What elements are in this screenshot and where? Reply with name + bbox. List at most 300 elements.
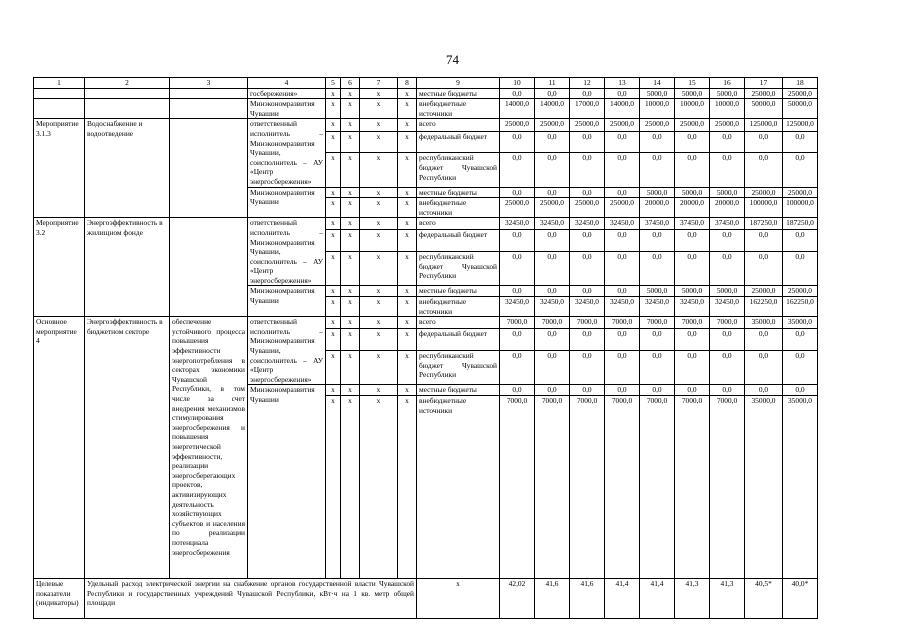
amount-cell: 25000,0	[745, 88, 783, 99]
marker-cell: x	[398, 385, 417, 396]
amount-cell: 50000,0	[745, 99, 783, 119]
amount-cell: 25000,0	[783, 88, 818, 99]
amount-cell: 0,0	[570, 329, 605, 351]
marker-cell: x	[326, 297, 341, 317]
amount-cell: 0,0	[745, 351, 783, 385]
funding-source: республиканский бюджет Чувашской Республики	[417, 351, 500, 385]
amount-cell: 0,0	[710, 131, 745, 153]
amount-cell: 7000,0	[500, 396, 535, 579]
amount-cell: 0,0	[783, 230, 818, 252]
marker-cell: x	[398, 230, 417, 252]
header-cell: 6	[341, 78, 360, 89]
amount-cell: 125000,0	[783, 119, 818, 131]
amount-cell: 10000,0	[640, 99, 675, 119]
marker-cell: x	[341, 396, 360, 579]
amount-cell: 0,0	[605, 252, 640, 286]
amount-cell: 0,0	[500, 286, 535, 297]
marker-cell: x	[341, 218, 360, 230]
amount-cell: 25000,0	[535, 119, 570, 131]
funding-source: внебюджетные источники	[417, 99, 500, 119]
marker-cell: x	[326, 230, 341, 252]
amount-cell: 32450,0	[535, 297, 570, 317]
amount-cell: 5000,0	[710, 187, 745, 198]
marker-cell: x	[341, 297, 360, 317]
amount-cell: 7000,0	[710, 396, 745, 579]
marker-cell: x	[398, 99, 417, 119]
amount-cell: 35000,0	[745, 317, 783, 329]
amount-cell: 0,0	[605, 187, 640, 198]
header-cell: 1	[34, 78, 85, 89]
amount-cell: 0,0	[500, 187, 535, 198]
funding-source: местные бюджеты	[417, 88, 500, 99]
amount-cell: 37450,0	[675, 218, 710, 230]
marker-cell: x	[360, 317, 398, 329]
amount-cell: 0,0	[535, 131, 570, 153]
header-cell: 2	[85, 78, 170, 89]
amount-cell: 0,0	[783, 385, 818, 396]
amount-cell: 25000,0	[745, 286, 783, 297]
funding-source: всего	[417, 119, 500, 131]
funding-source: местные бюджеты	[417, 286, 500, 297]
amount-cell: 162250,0	[783, 297, 818, 317]
amount-cell: 0,0	[710, 252, 745, 286]
funding-source: внебюджетные источники	[417, 396, 500, 579]
amount-cell: 0,0	[745, 131, 783, 153]
amount-cell: 5000,0	[675, 88, 710, 99]
marker-cell: x	[398, 252, 417, 286]
marker-cell: x	[341, 286, 360, 297]
amount-cell: 37450,0	[640, 218, 675, 230]
amount-cell: 0,0	[570, 385, 605, 396]
amount-cell: 0,0	[783, 329, 818, 351]
activity-name: Основное мероприятие 4	[34, 317, 85, 579]
funding-source: всего	[417, 317, 500, 329]
marker-cell: x	[398, 297, 417, 317]
amount-cell: 5000,0	[675, 286, 710, 297]
amount-cell: 0,0	[675, 131, 710, 153]
marker-cell: x	[360, 153, 398, 187]
amount-cell: 0,0	[535, 230, 570, 252]
amount-cell: 32450,0	[675, 297, 710, 317]
amount-cell: 14000,0	[535, 99, 570, 119]
amount-cell: 25000,0	[675, 119, 710, 131]
empty-cell	[85, 99, 170, 119]
amount-cell: 10000,0	[675, 99, 710, 119]
amount-cell: 32450,0	[535, 218, 570, 230]
marker-cell: x	[360, 286, 398, 297]
amount-cell: 7000,0	[535, 396, 570, 579]
executor-cell: ответственный исполнитель – Минэкономразвития Чувашии, соисполнитель – АУ «Центр энергосбережения»	[248, 119, 326, 187]
header-cell: 8	[398, 78, 417, 89]
header-cell: 13	[605, 78, 640, 89]
amount-cell: 35000,0	[745, 396, 783, 579]
amount-cell: 7000,0	[535, 317, 570, 329]
marker-cell: x	[326, 88, 341, 99]
marker-cell: x	[398, 187, 417, 198]
marker-cell: x	[326, 99, 341, 119]
marker-cell: x	[360, 297, 398, 317]
amount-cell: 0,0	[535, 385, 570, 396]
marker-cell: x	[326, 119, 341, 131]
marker-cell: x	[326, 218, 341, 230]
funding-source: республиканский бюджет Чувашской Республики	[417, 252, 500, 286]
amount-cell: 187250,0	[783, 218, 818, 230]
amount-cell: 25000,0	[500, 198, 535, 218]
amount-cell: 0,0	[500, 385, 535, 396]
page-number: 74	[446, 52, 459, 67]
amount-cell: 17000,0	[570, 99, 605, 119]
amount-cell: 20000,0	[710, 198, 745, 218]
amount-cell: 7000,0	[570, 317, 605, 329]
amount-cell: 0,0	[675, 252, 710, 286]
amount-cell: 35000,0	[783, 317, 818, 329]
amount-cell: 0,0	[605, 88, 640, 99]
amount-cell: 0,0	[570, 153, 605, 187]
activity-title: Водоснабжение и водоотведение	[85, 119, 170, 218]
marker-cell: x	[398, 131, 417, 153]
marker-cell: x	[360, 119, 398, 131]
marker-cell: x	[360, 198, 398, 218]
amount-cell: 0,0	[500, 252, 535, 286]
empty-cell	[85, 88, 170, 99]
amount-cell: 25000,0	[605, 198, 640, 218]
empty-cell	[34, 99, 85, 119]
marker-cell: x	[326, 385, 341, 396]
funding-source: федеральный бюджет	[417, 131, 500, 153]
marker-cell: x	[326, 329, 341, 351]
indicator-value: 41,6	[535, 579, 570, 619]
amount-cell: 5000,0	[710, 286, 745, 297]
amount-cell: 20000,0	[640, 198, 675, 218]
marker-cell: x	[398, 317, 417, 329]
amount-cell: 0,0	[535, 88, 570, 99]
activity-name: Мероприятие 3.2	[34, 218, 85, 317]
marker-cell: x	[341, 385, 360, 396]
amount-cell: 32450,0	[570, 297, 605, 317]
amount-cell: 0,0	[570, 351, 605, 385]
amount-cell: 32450,0	[605, 297, 640, 317]
amount-cell: 5000,0	[710, 88, 745, 99]
funding-source: внебюджетные источники	[417, 198, 500, 218]
marker-cell: x	[398, 396, 417, 579]
marker-cell: x	[360, 351, 398, 385]
amount-cell: 0,0	[570, 88, 605, 99]
marker-cell: x	[398, 198, 417, 218]
funding-source: всего	[417, 218, 500, 230]
marker-cell: x	[326, 198, 341, 218]
header-row	[34, 78, 818, 89]
amount-cell: 0,0	[570, 230, 605, 252]
amount-cell: 0,0	[570, 187, 605, 198]
empty-cell	[170, 88, 248, 99]
header-cell: 16	[710, 78, 745, 89]
amount-cell: 25000,0	[535, 198, 570, 218]
activity-goal	[170, 119, 248, 218]
amount-cell: 0,0	[535, 329, 570, 351]
marker-cell: x	[341, 99, 360, 119]
activity-title: Энергоэффективность в бюджетном секторе	[85, 317, 170, 579]
amount-cell: 14000,0	[500, 99, 535, 119]
table-row	[34, 579, 818, 619]
indicator-value: 40,0*	[783, 579, 818, 619]
amount-cell: 0,0	[675, 385, 710, 396]
amount-cell: 0,0	[500, 131, 535, 153]
marker-cell: x	[398, 153, 417, 187]
amount-cell: 32450,0	[605, 218, 640, 230]
amount-cell: 5000,0	[640, 88, 675, 99]
amount-cell: 7000,0	[675, 317, 710, 329]
marker-cell: x	[341, 317, 360, 329]
amount-cell: 32450,0	[500, 218, 535, 230]
amount-cell: 0,0	[500, 230, 535, 252]
marker-cell: x	[326, 187, 341, 198]
marker-cell: x	[398, 329, 417, 351]
marker-cell: x	[326, 351, 341, 385]
amount-cell: 0,0	[640, 230, 675, 252]
amount-cell: 50000,0	[783, 99, 818, 119]
marker-cell: x	[326, 396, 341, 579]
header-cell: 9	[417, 78, 500, 89]
amount-cell: 7000,0	[570, 396, 605, 579]
amount-cell: 25000,0	[783, 286, 818, 297]
executor-cell: Минэкономразвития Чувашии	[248, 286, 326, 317]
amount-cell: 100000,0	[783, 198, 818, 218]
marker-cell: x	[360, 396, 398, 579]
empty-cell	[34, 88, 85, 99]
amount-cell: 0,0	[783, 131, 818, 153]
marker-cell: x	[360, 131, 398, 153]
indicator-value: 41,4	[605, 579, 640, 619]
amount-cell: 0,0	[535, 187, 570, 198]
amount-cell: 25000,0	[710, 119, 745, 131]
marker-cell: x	[360, 252, 398, 286]
activity-name: Мероприятие 3.1.3	[34, 119, 85, 218]
amount-cell: 0,0	[535, 252, 570, 286]
funding-source: федеральный бюджет	[417, 329, 500, 351]
amount-cell: 5000,0	[640, 286, 675, 297]
header-cell: 5	[326, 78, 341, 89]
marker-cell: x	[341, 187, 360, 198]
amount-cell: 0,0	[535, 351, 570, 385]
indicator-value: 41,3	[710, 579, 745, 619]
marker-cell: x	[398, 119, 417, 131]
indicator-description: Удельный расход электрической энергии на снабжение органов государственной власти Чувашской Республики и государственных учреждений Чувашской Республики, кВт·ч на 1 кв. метр общей площади	[85, 579, 417, 619]
amount-cell: 0,0	[500, 88, 535, 99]
marker-cell: x	[398, 286, 417, 297]
amount-cell: 0,0	[745, 153, 783, 187]
funding-source: республиканский бюджет Чувашской Республики	[417, 153, 500, 187]
amount-cell: 25000,0	[640, 119, 675, 131]
marker-cell: x	[341, 230, 360, 252]
marker-cell: x	[341, 153, 360, 187]
amount-cell: 0,0	[745, 230, 783, 252]
amount-cell: 25000,0	[570, 198, 605, 218]
amount-cell: 0,0	[605, 131, 640, 153]
amount-cell: 0,0	[675, 351, 710, 385]
marker-cell: x	[326, 252, 341, 286]
marker-cell: x	[341, 119, 360, 131]
indicator-value: 41,3	[675, 579, 710, 619]
marker-cell: x	[326, 153, 341, 187]
header-cell: 4	[248, 78, 326, 89]
marker-cell: x	[360, 329, 398, 351]
amount-cell: 187250,0	[745, 218, 783, 230]
marker-cell: x	[360, 218, 398, 230]
amount-cell: 0,0	[675, 329, 710, 351]
header-cell: 14	[640, 78, 675, 89]
amount-cell: 25000,0	[783, 187, 818, 198]
amount-cell: 25000,0	[500, 119, 535, 131]
marker-cell: x	[326, 317, 341, 329]
amount-cell: 0,0	[710, 153, 745, 187]
amount-cell: 14000,0	[605, 99, 640, 119]
amount-cell: 32450,0	[500, 297, 535, 317]
amount-cell: 0,0	[500, 329, 535, 351]
marker-cell: x	[341, 198, 360, 218]
table-body	[34, 78, 818, 619]
activity-goal: обеспечение устойчивого процесса повышения эффективности энергопотребления в секторах экономики Чувашской Республики, в том числе за счет внедрения механизмов стимулирования энергосбережения и повышения энергетической эффективности, реализации энергосберегающих проектов, активизирующих деятельность хозяйствующих субъектов и населения по реализации потенциала энергосбережения	[170, 317, 248, 579]
executor-cell: Минэкономразвития Чувашии	[248, 99, 326, 119]
marker-cell: x	[341, 329, 360, 351]
table-row	[34, 99, 818, 119]
amount-cell: 0,0	[640, 252, 675, 286]
amount-cell: 0,0	[745, 252, 783, 286]
amount-cell: 0,0	[710, 385, 745, 396]
amount-cell: 0,0	[535, 153, 570, 187]
amount-cell: 125000,0	[745, 119, 783, 131]
marker-cell: x	[360, 99, 398, 119]
amount-cell: 0,0	[500, 153, 535, 187]
amount-cell: 0,0	[710, 230, 745, 252]
amount-cell: 0,0	[640, 351, 675, 385]
activity-goal	[170, 218, 248, 317]
amount-cell: 0,0	[640, 329, 675, 351]
amount-cell: 7000,0	[675, 396, 710, 579]
executor-cell: Минэкономразвития Чувашии	[248, 187, 326, 218]
amount-cell: 37450,0	[710, 218, 745, 230]
marker-cell: x	[326, 131, 341, 153]
amount-cell: 0,0	[605, 385, 640, 396]
amount-cell: 0,0	[745, 385, 783, 396]
marker-cell: x	[326, 286, 341, 297]
indicator-value: 40,5*	[745, 579, 783, 619]
amount-cell: 0,0	[570, 286, 605, 297]
amount-cell: 7000,0	[710, 317, 745, 329]
table-row	[34, 88, 818, 99]
amount-cell: 7000,0	[640, 396, 675, 579]
table-row	[34, 317, 818, 329]
marker-cell: x	[360, 88, 398, 99]
amount-cell: 25000,0	[605, 119, 640, 131]
amount-cell: 0,0	[710, 351, 745, 385]
amount-cell: 0,0	[640, 385, 675, 396]
marker-cell: x	[398, 218, 417, 230]
marker-cell: x	[341, 131, 360, 153]
amount-cell: 7000,0	[605, 396, 640, 579]
amount-cell: 25000,0	[745, 187, 783, 198]
marker-cell: x	[398, 351, 417, 385]
header-cell: 12	[570, 78, 605, 89]
amount-cell: 5000,0	[675, 187, 710, 198]
executor-cell: госбережения»	[248, 88, 326, 99]
amount-cell: 0,0	[783, 153, 818, 187]
amount-cell: 0,0	[605, 286, 640, 297]
amount-cell: 0,0	[640, 153, 675, 187]
amount-cell: 32450,0	[570, 218, 605, 230]
indicator-value: 42,02	[500, 579, 535, 619]
amount-cell: 0,0	[605, 230, 640, 252]
amount-cell: 32450,0	[640, 297, 675, 317]
executor-cell: Минэкономразвития Чувашии	[248, 385, 326, 579]
table-row	[34, 119, 818, 131]
funding-source: федеральный бюджет	[417, 230, 500, 252]
header-cell: 7	[360, 78, 398, 89]
amount-cell: 32450,0	[710, 297, 745, 317]
activity-title: Энергоэффективность в жилищном фонде	[85, 218, 170, 317]
amount-cell: 0,0	[605, 351, 640, 385]
amount-cell: 0,0	[675, 230, 710, 252]
budget-table	[33, 77, 818, 619]
amount-cell: 0,0	[500, 351, 535, 385]
header-cell: 18	[783, 78, 818, 89]
indicator-name: Целевые показатели (индикаторы)	[34, 579, 85, 619]
marker-cell: x	[417, 579, 500, 619]
header-cell: 10	[500, 78, 535, 89]
amount-cell: 162250,0	[745, 297, 783, 317]
funding-source: внебюджетные источники	[417, 297, 500, 317]
amount-cell: 0,0	[640, 131, 675, 153]
amount-cell: 0,0	[535, 286, 570, 297]
marker-cell: x	[360, 230, 398, 252]
amount-cell: 25000,0	[570, 119, 605, 131]
funding-source: местные бюджеты	[417, 187, 500, 198]
marker-cell: x	[341, 351, 360, 385]
indicator-value: 41,6	[570, 579, 605, 619]
amount-cell: 0,0	[783, 351, 818, 385]
amount-cell: 0,0	[710, 329, 745, 351]
header-cell: 17	[745, 78, 783, 89]
marker-cell: x	[341, 88, 360, 99]
amount-cell: 0,0	[605, 153, 640, 187]
amount-cell: 20000,0	[675, 198, 710, 218]
amount-cell: 35000,0	[783, 396, 818, 579]
indicator-value: 41,4	[640, 579, 675, 619]
amount-cell: 0,0	[570, 131, 605, 153]
executor-cell: ответственный исполнитель – Минэкономразвития Чувашии, соисполнитель – АУ «Центр энергосбережения»	[248, 317, 326, 385]
amount-cell: 10000,0	[710, 99, 745, 119]
funding-source: местные бюджеты	[417, 385, 500, 396]
amount-cell: 5000,0	[640, 187, 675, 198]
amount-cell: 0,0	[783, 252, 818, 286]
header-cell: 3	[170, 78, 248, 89]
amount-cell: 7000,0	[605, 317, 640, 329]
amount-cell: 7000,0	[500, 317, 535, 329]
amount-cell: 0,0	[675, 153, 710, 187]
marker-cell: x	[341, 252, 360, 286]
marker-cell: x	[398, 88, 417, 99]
executor-cell: ответственный исполнитель – Минэкономразвития Чувашии, соисполнитель – АУ «Центр энергосбережения»	[248, 218, 326, 286]
header-cell: 11	[535, 78, 570, 89]
empty-cell	[170, 99, 248, 119]
amount-cell: 0,0	[745, 329, 783, 351]
amount-cell: 100000,0	[745, 198, 783, 218]
table-row	[34, 218, 818, 230]
marker-cell: x	[360, 187, 398, 198]
amount-cell: 7000,0	[640, 317, 675, 329]
marker-cell: x	[360, 385, 398, 396]
header-cell: 15	[675, 78, 710, 89]
amount-cell: 0,0	[570, 252, 605, 286]
